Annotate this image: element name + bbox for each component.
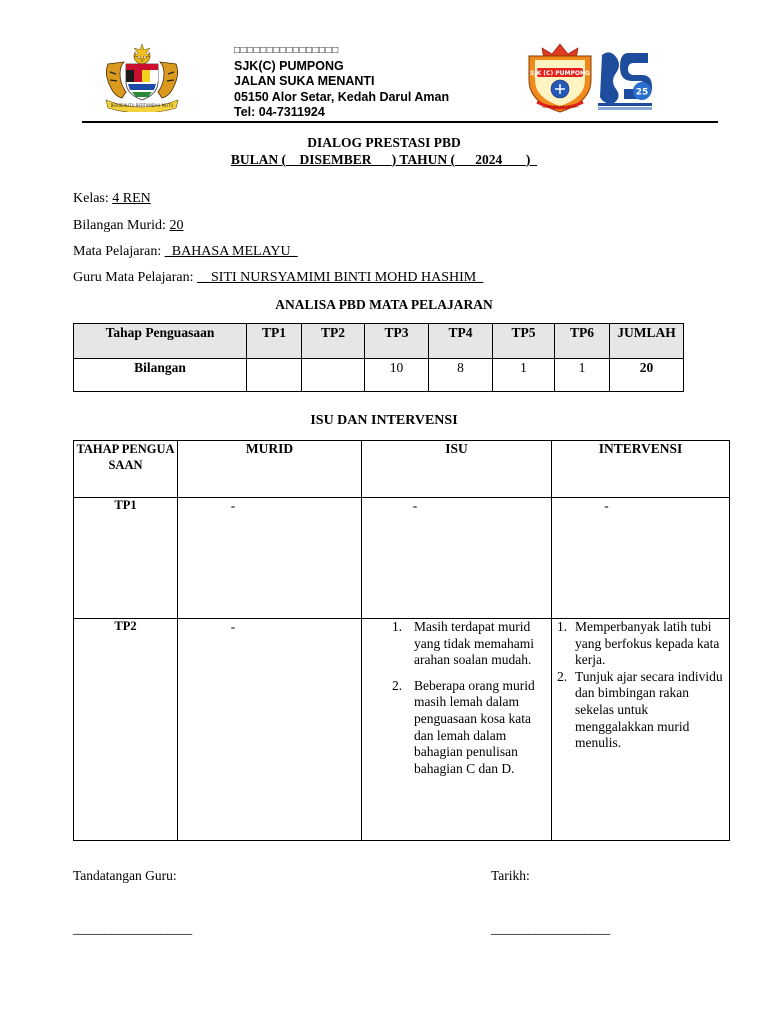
crest-label: SJK (C) PUMPONG [530,70,590,77]
partner-logo [596,49,654,111]
tahun-suffix: ) [525,152,531,167]
analisa-heading: ANALISA PBD MATA PELAJARAN [275,297,493,312]
signature-line: ___________________ [73,921,192,936]
isu-row-tp1 [74,498,730,619]
school-name: SJK(C) PUMPONG [234,59,344,73]
value-tp3: 10 [365,359,429,392]
tp1-murid: - [178,498,362,619]
guru-value: __SITI NURSYAMIMI BINTI MOHD HASHIM_ [197,270,484,285]
header-tp5: TP5 [493,324,555,359]
date-line: ___________________ [491,921,610,936]
intervensi-item-1-text: Memperbanyak latih tubi yang berfokus kepada kata kerja. [575,619,720,668]
guru-label: Guru Mata Pelajaran: [73,270,194,285]
value-jumlah: 20 [610,359,684,392]
document-title: DIALOG PRESTASI PBD [307,135,461,150]
intervensi-item-2 [552,669,729,752]
mata-pelajaran-row [73,244,298,260]
isu-item-1 [362,619,551,669]
month-year-underlined [231,152,537,167]
header-isu: ISU [362,441,552,498]
bilangan-value: 20 [169,218,184,233]
mata-pelajaran-value: _BAHASA MELAYU_ [164,244,298,259]
intervensi-item-1-number: 1. [557,619,568,634]
analisa-value-row [74,359,684,392]
bilangan-murid-row [73,218,183,234]
isu-header-row [74,441,730,498]
isu-heading: ISU DAN INTERVENSI [310,413,458,428]
isu-item-2 [362,678,551,778]
value-tp2 [302,359,365,392]
header-jumlah: JUMLAH [610,324,684,359]
tp2-isu [362,619,552,841]
coat-of-arms-logo [102,42,182,112]
month-year-line [0,152,768,168]
bilangan-label: Bilangan Murid: [73,218,166,233]
row-label-bilangan: Bilangan [74,359,247,392]
header-murid: MURID [178,441,362,498]
tahun-prefix: ) TAHUN ( [391,152,456,167]
header-intervensi: INTERVENSI [552,441,730,498]
header-tp6: TP6 [555,324,610,359]
kelas-row [73,191,151,207]
intervensi-item-1 [552,619,729,669]
header-tahap-penguasaan: Tahap Penguasaan [74,324,247,359]
header-tp1: TP1 [247,324,302,359]
school-address-block [234,43,449,121]
header-tp3: TP3 [365,324,429,359]
school-crest-logo [523,42,597,114]
header-divider [82,121,718,123]
value-tp4: 8 [429,359,493,392]
value-tp6: 1 [555,359,610,392]
header-tp2: TP2 [302,324,365,359]
partner-logo-badge: 25 [635,87,649,98]
kelas-label: Kelas: [73,191,109,206]
value-tp1 [247,359,302,392]
crest-subtext: ALOR SETAR KEDAH [542,105,578,109]
tp2-label: TP2 [74,619,178,841]
mata-pelajaran-label: Mata Pelajaran: [73,244,162,259]
tp1-isu: - [362,498,552,619]
isu-item-2-text: Beberapa orang murid masih lemah dalam penguasaan kosa kata dan lemah dalam bahagian penulisan bahagian C dan D. [414,677,535,776]
tp2-intervensi-list [552,619,729,752]
header-tahap: TAHAP PENGUASAAN [74,441,178,498]
analisa-header-row [74,324,684,359]
isu-intervensi-table [73,440,730,841]
tp2-intervensi [552,619,730,841]
tp1-intervensi: - [552,498,730,619]
tarikh-label: Tarikh: [491,868,530,883]
isu-item-1-text: Masih terdapat murid yang tidak memahami arahan soalan mudah. [414,619,534,668]
isu-row-tp2 [74,619,730,841]
bulan-value: DISEMBER [299,152,372,167]
kelas-value: 4 REN [112,191,151,206]
tp2-murid: - [178,619,362,841]
header-tp4: TP4 [429,324,493,359]
tp1-label: TP1 [74,498,178,619]
school-name-unrendered-chars: □□□□□□□□□□□□□□□□ [234,45,339,56]
tp2-isu-list [362,619,551,777]
intervensi-item-2-number: 2. [557,668,568,684]
svg-text:BERSEKUTU BERTAMBAH MUTU: BERSEKUTU BERTAMBAH MUTU [110,103,174,108]
value-tp5: 1 [493,359,555,392]
tandatangan-label: Tandatangan Guru: [73,868,177,883]
phone-number: Tel: 04-7311924 [234,105,325,120]
tahun-value: 2024 [475,152,503,167]
address-line-1: JALAN SUKA MENANTI [234,74,375,89]
address-line-2: 05150 Alor Setar, Kedah Darul Aman [234,89,450,104]
isu-item-2-number: 2. [392,677,403,693]
guru-row [73,270,483,286]
analisa-table [73,323,684,392]
isu-item-1-number: 1. [392,619,403,634]
bulan-prefix: BULAN ( [230,152,286,167]
intervensi-item-2-text: Tunjuk ajar secara individu dan bimbingan rakan sekelas untuk menggalakkan murid menulis. [575,668,723,751]
